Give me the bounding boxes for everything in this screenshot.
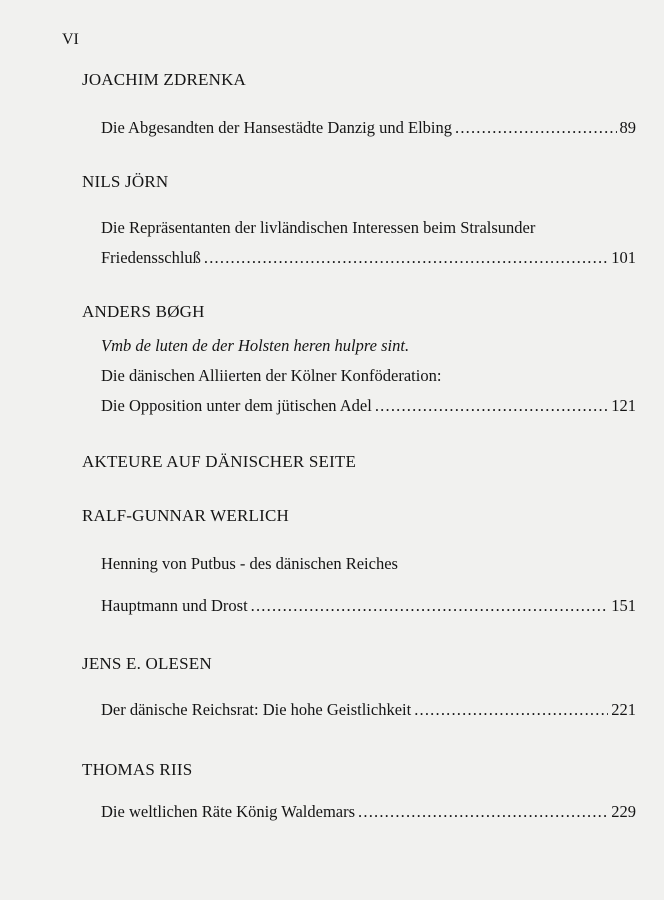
toc-entry <box>101 118 636 138</box>
leader-dots <box>204 248 608 268</box>
entry-title: Der dänische Reichsrat: Die hohe Geistlichkeit <box>101 700 412 719</box>
leader-dots <box>455 118 617 138</box>
toc-entry <box>101 596 636 616</box>
entry-title: Die Repräsentanten der livländischen Interessen beim Stralsunder <box>101 218 536 237</box>
entry-page: 221 <box>611 700 636 719</box>
author-name: JOACHIM ZDRENKA <box>82 70 247 89</box>
toc-entry <box>101 248 636 268</box>
leader-dots <box>375 396 608 416</box>
author-name: RALF-GUNNAR WERLICH <box>82 506 290 525</box>
entry-page: 151 <box>611 596 636 615</box>
entry-title: Die dänischen Alliierten der Kölner Konföderation: <box>101 366 442 385</box>
entry-title-italic <box>101 336 636 356</box>
toc-entry <box>101 802 636 822</box>
leader-dots <box>251 596 609 616</box>
author-name: NILS JÖRN <box>82 172 169 191</box>
toc-entry <box>101 700 636 720</box>
entry-page: 89 <box>619 118 636 137</box>
entry-title: Die Abgesandten der Hansestädte Danzig und Elbing <box>101 118 452 137</box>
leader-dots <box>414 700 608 720</box>
entry-page: 229 <box>611 802 636 821</box>
italic-title: Vmb de luten de der Holsten heren hulpre sint. <box>101 336 410 355</box>
page-number: VI <box>62 31 79 48</box>
toc-entry <box>101 396 636 416</box>
entry-page: 121 <box>611 396 636 415</box>
entry-title: Hauptmann und Drost <box>101 596 248 615</box>
author-name: THOMAS RIIS <box>82 760 193 779</box>
entry-title: Die Opposition unter dem jütischen Adel <box>101 396 372 415</box>
author-name: JENS E. OLESEN <box>82 654 212 673</box>
entry-page: 101 <box>611 248 636 267</box>
leader-dots <box>358 802 608 822</box>
entry-title: Die weltlichen Räte König Waldemars <box>101 802 356 821</box>
author-name: ANDERS BØGH <box>82 302 205 321</box>
entry-title: Henning von Putbus - des dänischen Reiches <box>101 554 398 573</box>
entry-title: Friedensschluß <box>101 248 201 267</box>
section-heading: AKTEURE AUF DÄNISCHER SEITE <box>82 452 357 471</box>
